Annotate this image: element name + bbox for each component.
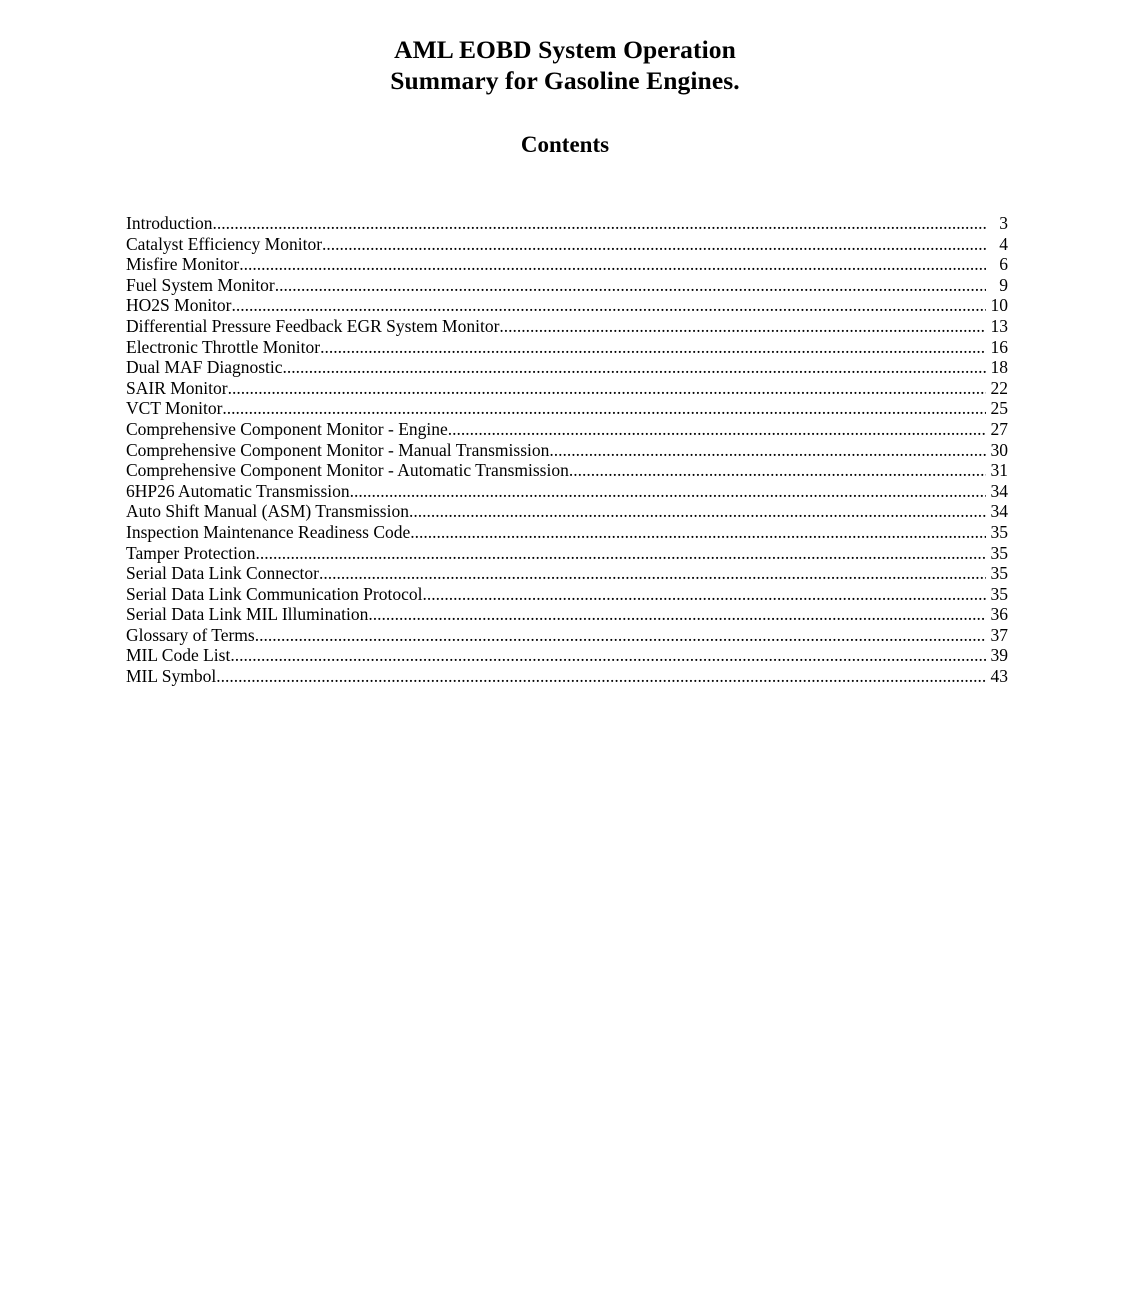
- toc-page-number: 34: [990, 480, 1008, 501]
- toc-entry-label: Comprehensive Component Monitor - Engine: [126, 418, 448, 439]
- toc-page-number: 6: [999, 254, 1008, 275]
- toc-entry-label: Inspection Maintenance Readiness Code: [126, 521, 411, 542]
- toc-entry[interactable]: [126, 316, 1008, 337]
- toc-page-number: 35: [990, 542, 1008, 563]
- toc-leader: [228, 378, 986, 399]
- toc-leader: [322, 234, 986, 255]
- toc-entry[interactable]: [126, 234, 1008, 255]
- toc-entry[interactable]: [126, 357, 1008, 378]
- toc-entry-label: Glossary of Terms: [126, 624, 255, 645]
- toc-page-number: 30: [990, 439, 1008, 460]
- toc-page-number: 10: [990, 295, 1008, 316]
- toc-leader: [368, 604, 986, 625]
- toc-page-number: 35: [990, 583, 1008, 604]
- toc-entry[interactable]: [126, 625, 1008, 646]
- toc-entry-label: Serial Data Link MIL Illumination: [126, 604, 369, 625]
- toc-leader: [422, 584, 986, 605]
- toc-page-number: 35: [990, 563, 1008, 584]
- toc-entry-label: MIL Code List: [126, 645, 231, 666]
- toc-entry[interactable]: [126, 604, 1008, 625]
- toc-page-number: 18: [990, 357, 1008, 378]
- toc-entry[interactable]: [126, 584, 1008, 605]
- toc-leader: [283, 357, 986, 378]
- toc-entry-label: 6HP26 Automatic Transmission: [126, 480, 350, 501]
- toc-page-number: 13: [990, 315, 1008, 336]
- toc-entry-label: Catalyst Efficiency Monitor: [126, 233, 323, 254]
- toc-leader: [232, 295, 987, 316]
- toc-entry-label: Serial Data Link Connector: [126, 563, 319, 584]
- toc-entry[interactable]: [126, 645, 1008, 666]
- toc-entry[interactable]: [126, 378, 1008, 399]
- toc-entry[interactable]: [126, 213, 1008, 234]
- contents-heading: Contents: [520, 132, 610, 157]
- toc-entry-label: Differential Pressure Feedback EGR System Monitor: [126, 315, 500, 336]
- toc-entry-label: Fuel System Monitor: [126, 274, 275, 295]
- toc-entry[interactable]: [126, 501, 1008, 522]
- toc-leader: [256, 543, 987, 564]
- toc-entry[interactable]: [126, 563, 1008, 584]
- toc-entry[interactable]: [126, 254, 1008, 275]
- page-title-line-1: AML EOBD System Operation: [394, 35, 736, 64]
- toc-entry-label: Serial Data Link Communication Protocol: [126, 583, 423, 604]
- toc-entry-label: Misfire Monitor: [126, 254, 240, 275]
- toc-page-number: 9: [999, 274, 1008, 295]
- toc-entry[interactable]: [126, 666, 1008, 687]
- toc-page-number: 27: [990, 418, 1008, 439]
- page-title: [106, 34, 1024, 96]
- page-title-line-2: Summary for Gasoline Engines.: [390, 66, 740, 95]
- toc-leader: [319, 563, 986, 584]
- toc-leader: [410, 522, 986, 543]
- toc-entry[interactable]: [126, 275, 1008, 296]
- toc-leader: [222, 398, 986, 419]
- toc-page-number: 25: [990, 398, 1008, 419]
- toc-leader: [213, 213, 986, 234]
- toc-entry[interactable]: [126, 419, 1008, 440]
- toc-leader: [569, 460, 986, 481]
- toc-page-number: 3: [999, 213, 1008, 233]
- toc-entry-label: VCT Monitor: [126, 398, 223, 419]
- toc-entry[interactable]: [126, 440, 1008, 461]
- toc-leader: [255, 625, 986, 646]
- toc-page-number: 31: [990, 460, 1008, 481]
- toc-page-number: 34: [990, 501, 1008, 522]
- toc-entry[interactable]: [126, 337, 1008, 358]
- toc-leader: [554, 440, 986, 461]
- toc-page-number: 37: [990, 624, 1008, 645]
- toc-entry-label: Dual MAF Diagnostic: [126, 357, 283, 378]
- toc-entry-label: Tamper Protection: [126, 542, 256, 563]
- toc-entry[interactable]: [126, 522, 1008, 543]
- toc-page-number: 4: [999, 233, 1008, 254]
- toc-entry[interactable]: [126, 460, 1008, 481]
- toc-entry[interactable]: [126, 481, 1008, 502]
- toc-leader: [216, 666, 986, 687]
- toc-entry[interactable]: [126, 543, 1008, 564]
- toc-page-number: 16: [990, 336, 1008, 357]
- toc-page-number: 39: [990, 645, 1008, 666]
- toc-leader: [350, 481, 986, 502]
- toc-entry-label: HO2S Monitor: [126, 295, 232, 316]
- toc-leader: [413, 501, 986, 522]
- toc-leader: [320, 337, 986, 358]
- toc-entry-label: MIL Symbol: [126, 666, 217, 687]
- toc-leader: [239, 254, 986, 275]
- toc-leader: [448, 419, 986, 440]
- toc-entry-label: SAIR Monitor: [126, 377, 228, 398]
- toc-page-number: 43: [990, 666, 1008, 687]
- toc-page-number: 22: [990, 377, 1008, 398]
- toc-entry-label: Comprehensive Component Monitor - Automatic Transmission: [126, 460, 569, 481]
- toc-entry[interactable]: [126, 295, 1008, 316]
- toc-page-number: 35: [990, 521, 1008, 542]
- toc-entry-label: Comprehensive Component Monitor - Manual Transmission.: [126, 439, 554, 460]
- toc-entry-label: Introduction: [126, 213, 213, 233]
- toc-entry-label: Electronic Throttle Monitor: [126, 336, 321, 357]
- toc-entry[interactable]: [126, 398, 1008, 419]
- toc-page-number: 36: [990, 604, 1008, 625]
- toc-leader: [275, 275, 986, 296]
- toc-leader: [499, 316, 986, 337]
- toc-leader: [230, 645, 986, 666]
- table-of-contents: [106, 213, 1024, 687]
- toc-entry-label: Auto Shift Manual (ASM) Transmission.: [126, 501, 414, 522]
